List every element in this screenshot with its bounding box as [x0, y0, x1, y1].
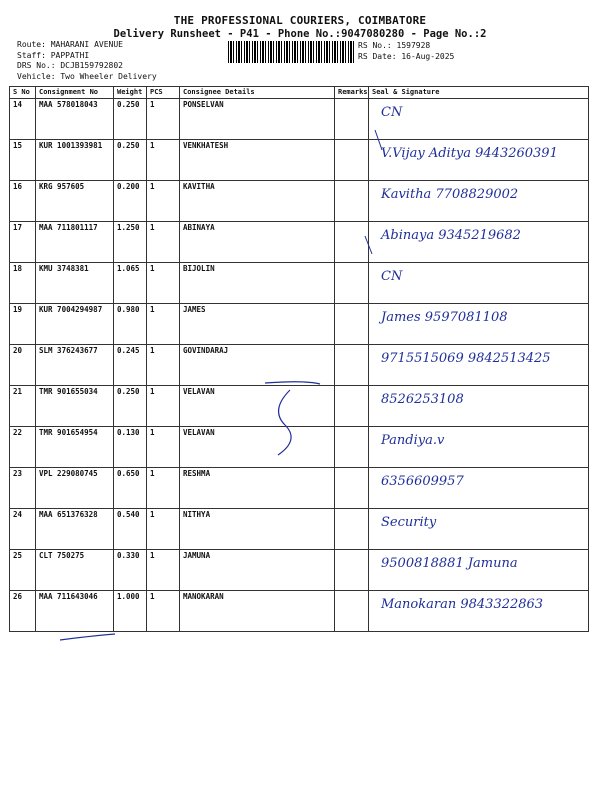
handwritten-signature: Abinaya 9345219682: [381, 228, 521, 243]
cell-consignment-no: MAA 711801117: [36, 222, 114, 263]
col-pcs: PCS: [147, 87, 180, 99]
cell-consignment-no: TMR 901655034: [36, 386, 114, 427]
runsheet-title: THE PROFESSIONAL COURIERS, COIMBATORE: [173, 14, 427, 27]
cell-remarks: [335, 140, 369, 181]
cell-weight: 0.250: [114, 386, 147, 427]
cell-sno: 23: [10, 468, 36, 509]
col-signature: Seal & Signature: [369, 87, 589, 99]
cell-remarks: [335, 222, 369, 263]
col-sno: S No: [10, 87, 36, 99]
handwritten-signature: 9500818881 Jamuna: [381, 556, 518, 571]
cell-signature: [369, 550, 589, 591]
cell-weight: 1.065: [114, 263, 147, 304]
handwritten-signature: 6356609957: [381, 474, 464, 489]
cell-pcs: 1: [147, 263, 180, 304]
col-consignee: Consignee Details: [180, 87, 335, 99]
cell-signature: [369, 509, 589, 550]
cell-remarks: [335, 509, 369, 550]
drs-line: DRS No.: DCJB159792802: [17, 61, 123, 70]
cell-sno: 25: [10, 550, 36, 591]
cell-consignee: BIJOLIN: [180, 263, 335, 304]
runsheet-table: [9, 86, 589, 632]
cell-sno: 14: [10, 99, 36, 140]
cell-consignment-no: KRG 957605: [36, 181, 114, 222]
cell-sno: 26: [10, 591, 36, 632]
cell-consignment-no: MAA 651376328: [36, 509, 114, 550]
cell-signature: [369, 386, 589, 427]
handwritten-signature: Pandiya.v: [381, 433, 445, 448]
col-consignment: Consignment No: [36, 87, 114, 99]
cell-sno: 15: [10, 140, 36, 181]
staff-line: Staff: PAPPATHI: [17, 50, 90, 60]
handwritten-signature: CN: [381, 269, 403, 284]
cell-remarks: [335, 427, 369, 468]
table-row: [10, 509, 589, 550]
cell-consignee: JAMUNA: [180, 550, 335, 591]
cell-pcs: 1: [147, 591, 180, 632]
rs-date: RS Date: 16-Aug-2025: [358, 51, 455, 61]
runsheet-subtitle: Delivery Runsheet - P41 - Phone No.:9047080280 - Page No.:2: [113, 28, 487, 40]
cell-signature: [369, 468, 589, 509]
cell-sno: 19: [10, 304, 36, 345]
cell-consignment-no: MAA 711643046: [36, 591, 114, 632]
cell-remarks: [335, 386, 369, 427]
cell-consignment-no: MAA 578018043: [36, 99, 114, 140]
cell-consignee: RESHMA: [180, 468, 335, 509]
cell-signature: [369, 263, 589, 304]
cell-consignee: KAVITHA: [180, 181, 335, 222]
cell-signature: [369, 591, 589, 632]
cell-remarks: [335, 550, 369, 591]
col-weight: Weight: [114, 87, 147, 99]
cell-consignee: MANOKARAN: [180, 591, 335, 632]
cell-remarks: [335, 263, 369, 304]
cell-signature: [369, 181, 589, 222]
cell-sno: 16: [10, 181, 36, 222]
cell-consignee: GOVINDARAJ: [180, 345, 335, 386]
cell-remarks: [335, 304, 369, 345]
cell-remarks: [335, 99, 369, 140]
handwritten-signature: 9715515069 9842513425: [381, 351, 551, 366]
cell-consignee: NITHYA: [180, 509, 335, 550]
cell-signature: [369, 99, 589, 140]
cell-weight: 0.250: [114, 99, 147, 140]
cell-consignment-no: KMU 3748381: [36, 263, 114, 304]
table-row: [10, 345, 589, 386]
cell-pcs: 1: [147, 550, 180, 591]
cell-consignee: PONSELVAN: [180, 99, 335, 140]
cell-consignment-no: KUR 1001393981: [36, 140, 114, 181]
cell-remarks: [335, 468, 369, 509]
handwritten-signature: James 9597081108: [381, 310, 508, 325]
barcode: [228, 41, 354, 63]
table-body: [10, 99, 589, 632]
cell-consignment-no: VPL 229080745: [36, 468, 114, 509]
cell-pcs: 1: [147, 99, 180, 140]
handwritten-signature: 8526253108: [381, 392, 464, 407]
table-row: [10, 304, 589, 345]
table-row: [10, 427, 589, 468]
cell-pcs: 1: [147, 509, 180, 550]
col-remarks: Remarks: [335, 87, 369, 99]
cell-consignee: ABINAYA: [180, 222, 335, 263]
rs-number: RS No.: 1597928: [358, 41, 431, 50]
handwritten-signature: Manokaran 9843322863: [381, 597, 544, 612]
cell-remarks: [335, 345, 369, 386]
cell-weight: 0.250: [114, 140, 147, 181]
cell-weight: 0.200: [114, 181, 147, 222]
cell-signature: [369, 427, 589, 468]
cell-signature: [369, 222, 589, 263]
cell-weight: 0.650: [114, 468, 147, 509]
cell-weight: 0.130: [114, 427, 147, 468]
cell-signature: [369, 304, 589, 345]
cell-signature: [369, 140, 589, 181]
table-row: [10, 591, 589, 632]
cell-consignment-no: CLT 750275: [36, 550, 114, 591]
cell-pcs: 1: [147, 427, 180, 468]
table-row: [10, 263, 589, 304]
route-line: Route: MAHARANI AVENUE: [17, 40, 123, 49]
table-row: [10, 140, 589, 181]
cell-pcs: 1: [147, 345, 180, 386]
cell-pcs: 1: [147, 140, 180, 181]
cell-weight: 0.540: [114, 509, 147, 550]
cell-pcs: 1: [147, 468, 180, 509]
cell-sno: 18: [10, 263, 36, 304]
table-row: [10, 386, 589, 427]
table-header-row: [10, 87, 589, 99]
cell-weight: 1.000: [114, 591, 147, 632]
handwritten-signature: Kavitha 7708829002: [381, 187, 519, 202]
cell-weight: 0.245: [114, 345, 147, 386]
handwritten-signature: Security: [381, 515, 437, 530]
cell-sno: 20: [10, 345, 36, 386]
cell-pcs: 1: [147, 181, 180, 222]
table-row: [10, 99, 589, 140]
cell-consignment-no: TMR 901654954: [36, 427, 114, 468]
table-row: [10, 181, 589, 222]
cell-consignment-no: SLM 376243677: [36, 345, 114, 386]
route-info: [17, 40, 157, 82]
cell-weight: 0.330: [114, 550, 147, 591]
cell-consignee: VELAVAN: [180, 386, 335, 427]
handwritten-signature: V.Vijay Aditya 9443260391: [381, 146, 558, 161]
table-row: [10, 222, 589, 263]
cell-sno: 21: [10, 386, 36, 427]
rs-info: [358, 41, 454, 62]
cell-consignee: JAMES: [180, 304, 335, 345]
cell-sno: 24: [10, 509, 36, 550]
handwritten-signature: CN: [381, 105, 403, 120]
vehicle-line: Vehicle: Two Wheeler Delivery: [17, 71, 157, 81]
cell-sno: 17: [10, 222, 36, 263]
cell-weight: 1.250: [114, 222, 147, 263]
cell-consignee: VELAVAN: [180, 427, 335, 468]
cell-pcs: 1: [147, 222, 180, 263]
cell-remarks: [335, 591, 369, 632]
cell-pcs: 1: [147, 386, 180, 427]
cell-consignment-no: KUR 7004294987: [36, 304, 114, 345]
table-row: [10, 550, 589, 591]
cell-signature: [369, 345, 589, 386]
cell-consignee: VENKHATESH: [180, 140, 335, 181]
table-row: [10, 468, 589, 509]
cell-sno: 22: [10, 427, 36, 468]
cell-weight: 0.980: [114, 304, 147, 345]
cell-pcs: 1: [147, 304, 180, 345]
cell-remarks: [335, 181, 369, 222]
